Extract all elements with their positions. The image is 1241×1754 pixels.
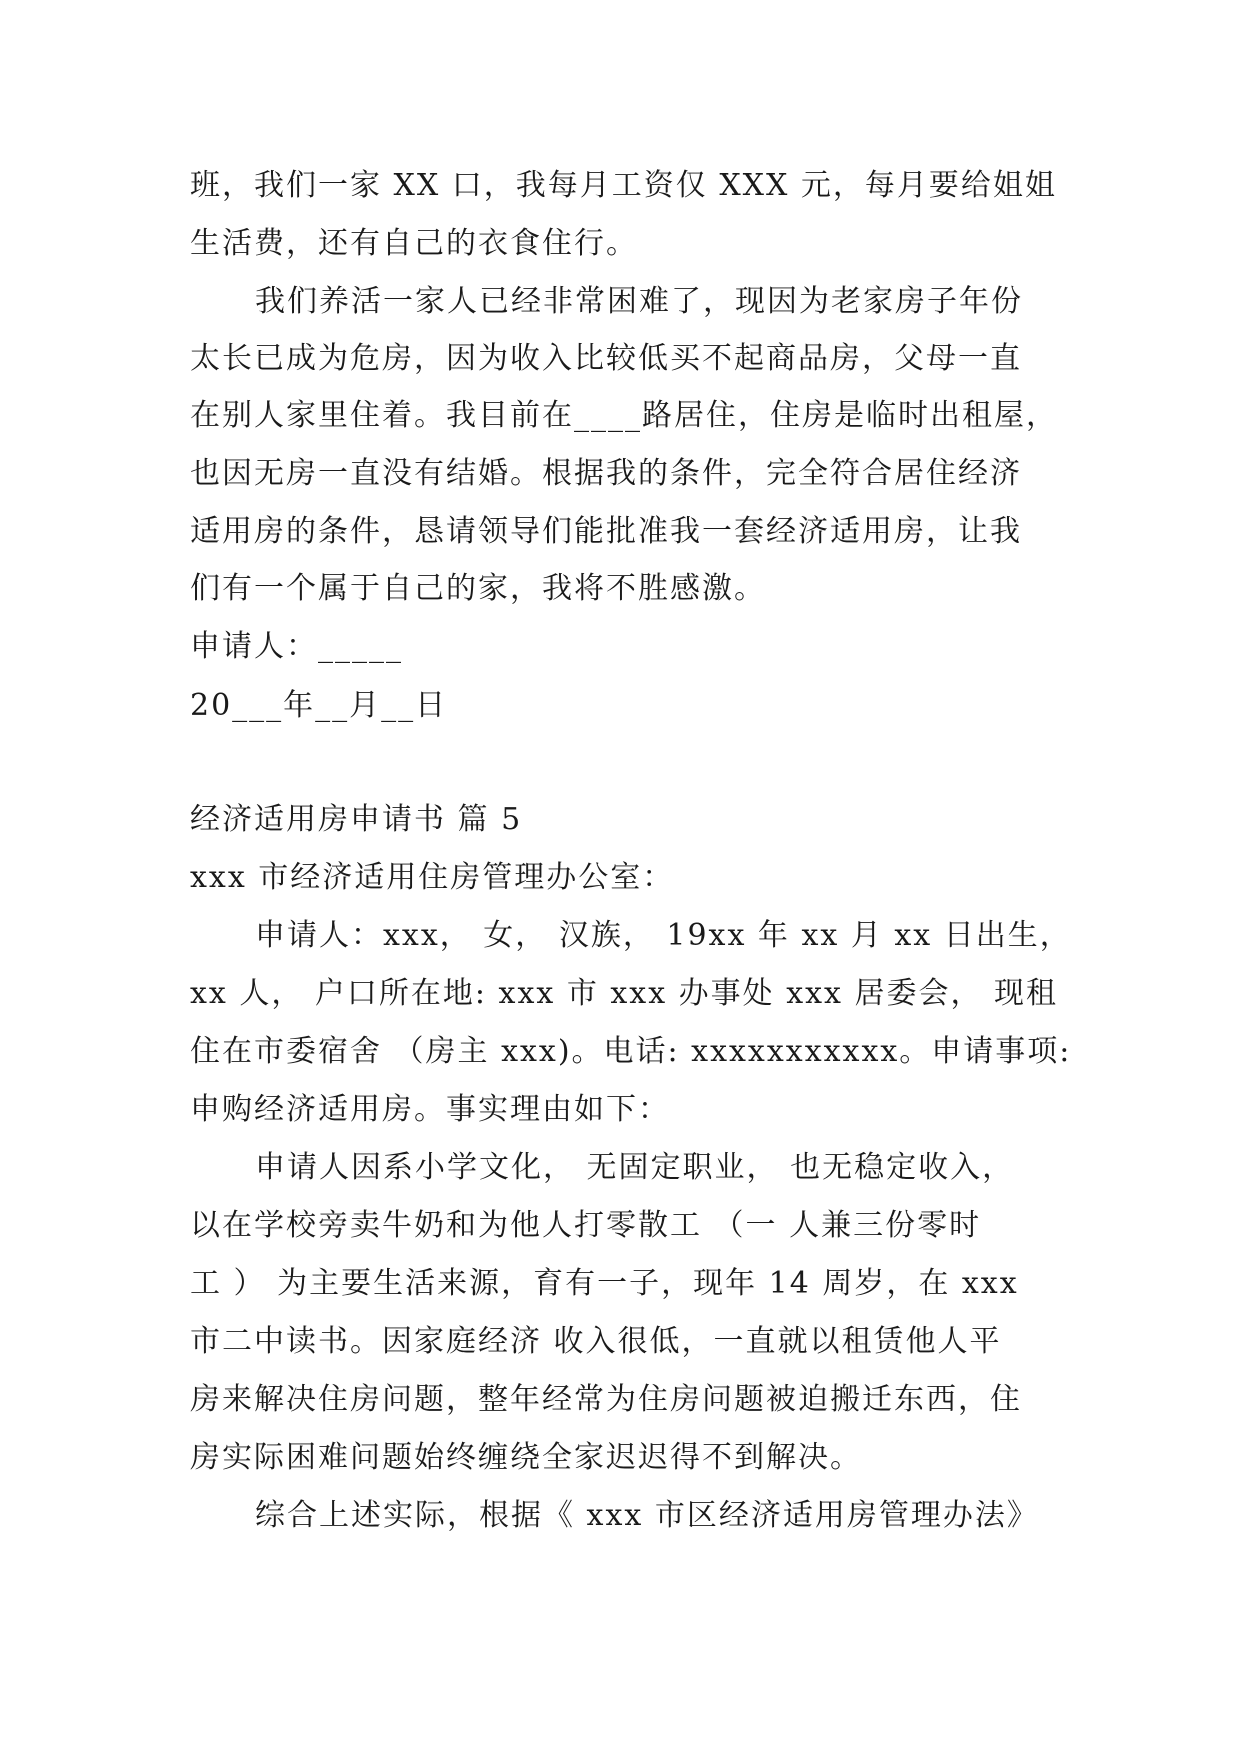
- applicant-signature: 申请人：_____: [190, 629, 403, 664]
- body-text-line: 班，我们一家 XX 口，我每月工资仅 XXX 元，每月要给姐姐: [190, 168, 1057, 203]
- paragraph-first-line: 我们养活一家人已经非常困难了，现因为老家房子年份: [255, 284, 1023, 319]
- body-text-line: 房实际困难问题始终缠绕全家迟迟得不到解决。: [190, 1440, 862, 1475]
- body-text-line: 适用房的条件，恳请领导们能批准我一套经济适用房，让我: [190, 514, 1022, 549]
- body-text-line: 申购经济适用房。事实理由如下：: [190, 1092, 670, 1127]
- section-title: 经济适用房申请书 篇 5: [190, 802, 523, 837]
- body-text-line: 生活费，还有自己的衣食住行。: [190, 226, 638, 261]
- paragraph-first-line: 申请人：xxx， 女， 汉族， 19xx 年 xx 月 xx 日出生，: [255, 918, 1072, 953]
- body-text-line: 们有一个属于自己的家，我将不胜感激。: [190, 571, 766, 606]
- paragraph-first-line: 申请人因系小学文化， 无固定职业， 也无稳定收入，: [255, 1150, 1015, 1185]
- paragraph-first-line: 综合上述实际，根据《 xxx 市区经济适用房管理办法》: [255, 1498, 1039, 1533]
- body-text-line: 以在学校旁卖牛奶和为他人打零散工 （一 人兼三份零时: [190, 1208, 982, 1243]
- body-text-line: 工 ） 为主要生活来源，育有一子，现年 14 周岁，在 xxx: [190, 1266, 1019, 1301]
- date-line: 20___年__月__日: [190, 688, 448, 723]
- body-text-line: 房来解决住房问题，整年经常为住房问题被迫搬迁东西，住: [190, 1382, 1022, 1417]
- body-text-line: 市二中读书。因家庭经济 收入很低，一直就以租赁他人平: [190, 1324, 1002, 1359]
- body-text-line: xx 人， 户口所在地: xxx 市 xxx 办事处 xxx 居委会， 现租: [190, 976, 1059, 1011]
- addressee: xxx 市经济适用住房管理办公室：: [190, 860, 675, 895]
- body-text-line: 住在市委宿舍 （房主 xxx)。电话: xxxxxxxxxxx。申请事项:: [190, 1034, 1072, 1069]
- body-text-line: 也因无房一直没有结婚。根据我的条件，完全符合居住经济: [190, 456, 1022, 491]
- body-text-line: 太长已成为危房，因为收入比较低买不起商品房，父母一直: [190, 341, 1022, 376]
- body-text-line: 在别人家里住着。我目前在____路居住，住房是临时出租屋，: [190, 398, 1058, 433]
